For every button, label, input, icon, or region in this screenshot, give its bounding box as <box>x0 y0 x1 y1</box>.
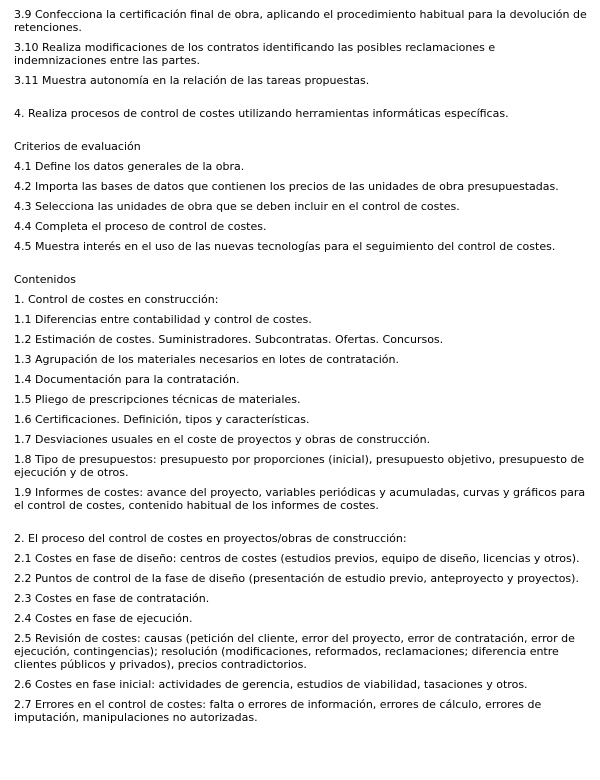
document-body <box>14 8 590 731</box>
content-2-3: 2.3 Costes en fase de contratación. <box>14 592 210 605</box>
content-1-6: 1.6 Certificaciones. Definición, tipos y características. <box>14 413 310 426</box>
contents-block-1 <box>14 293 590 512</box>
content-1-9: 1.9 Informes de costes: avance del proyecto, variables periódicas y acumuladas, curvas y gráficos para el control de costes, contenido habitual de los informes de costes. <box>14 486 586 512</box>
contents-block-2 <box>14 532 590 724</box>
content-2-2: 2.2 Puntos de control de la fase de diseño (presentación de estudio previo, anteproyecto y proyectos). <box>14 572 579 585</box>
section-3-tail <box>14 8 590 87</box>
content-2-1: 2.1 Costes en fase de diseño: centros de costes (estudios previos, equipo de diseño, licencias y otros). <box>14 552 580 565</box>
criterion-4-1: 4.1 Define los datos generales de la obra. <box>14 160 245 173</box>
criteria-list <box>14 160 590 253</box>
contents-heading: Contenidos <box>14 273 76 286</box>
content-2-5: 2.5 Revisión de costes: causas (petición del cliente, error del proyecto, error de contratación, error de ejecución, contingencias); resolución (modificaciones, reformados, reclamaciones; diferencia entre clientes públicos y privados), precios contradictorios. <box>14 632 575 671</box>
paragraph-3-9: 3.9 Confecciona la certificación final de obra, aplicando el procedimiento habitual para la devolución de retenciones. <box>14 8 587 34</box>
content-1-8: 1.8 Tipo de presupuestos: presupuesto por proporciones (inicial), presupuesto objetivo, presupuesto de ejecución y de otros. <box>14 453 585 479</box>
content-1-4: 1.4 Documentación para la contratación. <box>14 373 240 386</box>
criterion-4-5: 4.5 Muestra interés en el uso de las nuevas tecnologías para el seguimiento del control de costes. <box>14 240 556 253</box>
content-1-5: 1.5 Pliego de prescripciones técnicas de materiales. <box>14 393 301 406</box>
paragraph-3-11: 3.11 Muestra autonomía en la relación de las tareas propuestas. <box>14 74 370 87</box>
criterion-4-2: 4.2 Importa las bases de datos que contienen los precios de las unidades de obra presupuestadas. <box>14 180 559 193</box>
content-2: 2. El proceso del control de costes en proyectos/obras de construcción: <box>14 532 407 545</box>
criteria-heading: Criterios de evaluación <box>14 140 141 153</box>
content-1: 1. Control de costes en construcción: <box>14 293 219 306</box>
paragraph-3-10: 3.10 Realiza modificaciones de los contratos identificando las posibles reclamaciones e indemnizaciones entre las partes. <box>14 41 496 67</box>
content-2-4: 2.4 Costes en fase de ejecución. <box>14 612 193 625</box>
content-1-7: 1.7 Desviaciones usuales en el coste de proyectos y obras de construcción. <box>14 433 431 446</box>
learning-result-4: 4. Realiza procesos de control de costes utilizando herramientas informáticas específicas. <box>14 107 509 120</box>
content-2-6: 2.6 Costes en fase inicial: actividades de gerencia, estudios de viabilidad, tasaciones y otros. <box>14 678 528 691</box>
content-1-2: 1.2 Estimación de costes. Suministradores. Subcontratas. Ofertas. Concursos. <box>14 333 444 346</box>
content-1-1: 1.1 Diferencias entre contabilidad y control de costes. <box>14 313 312 326</box>
content-2-7: 2.7 Errores en el control de costes: falta o errores de información, errores de cálculo, errores de imputación, manipulaciones no autorizadas. <box>14 698 542 724</box>
content-1-3: 1.3 Agrupación de los materiales necesarios en lotes de contratación. <box>14 353 400 366</box>
criterion-4-4: 4.4 Completa el proceso de control de costes. <box>14 220 267 233</box>
criterion-4-3: 4.3 Selecciona las unidades de obra que se deben incluir en el control de costes. <box>14 200 460 213</box>
